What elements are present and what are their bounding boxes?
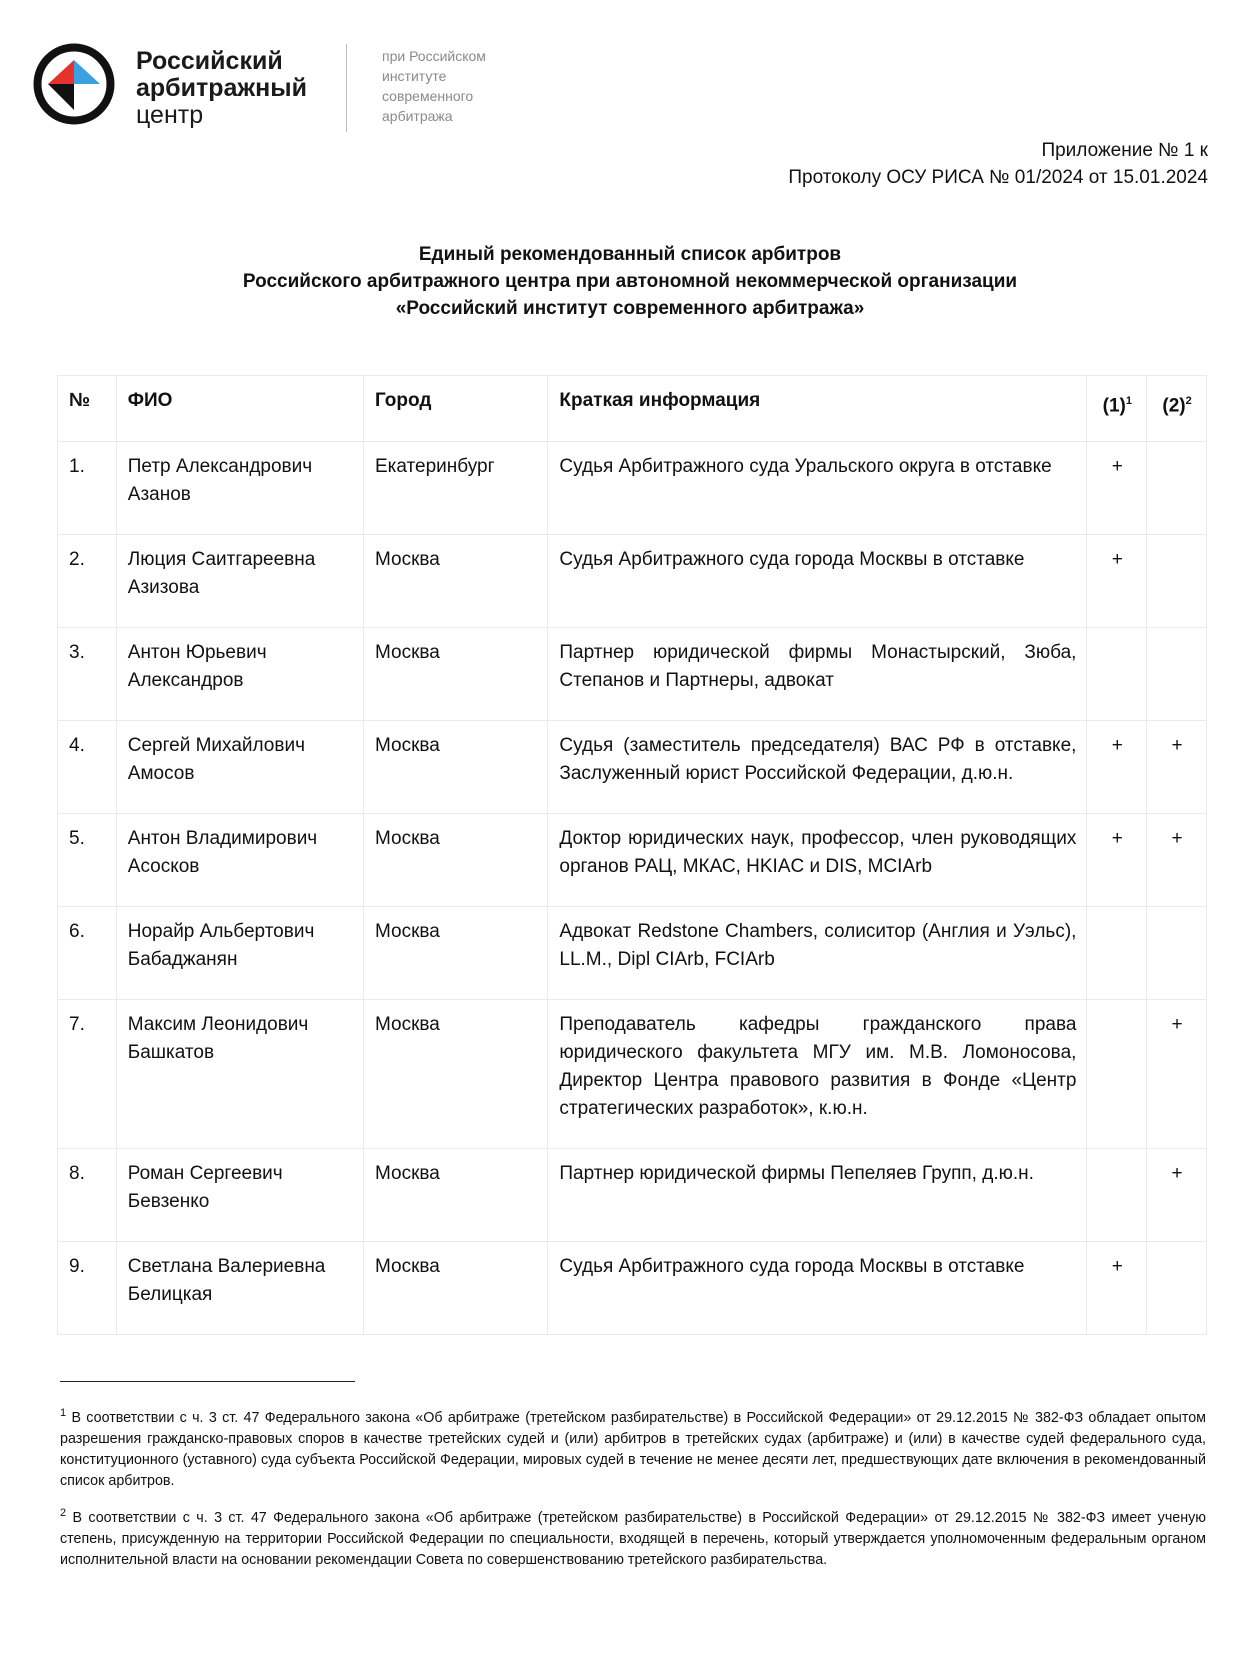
footnotes: [60, 1403, 1206, 1582]
document-title: Единый рекомендованный список арбитров Российского арбитражного центра при автономной некоммерческой организации «Российский институт современного арбитража»: [242, 244, 1018, 319]
arbitrator-name: Максим Леонидович Башкатов: [116, 1000, 363, 1149]
header-no: №: [58, 376, 117, 442]
criterion-2-mark: +: [1147, 721, 1207, 814]
logo: [32, 42, 552, 132]
arbitrator-city: Москва: [363, 1242, 547, 1335]
criterion-2-mark: [1147, 442, 1207, 535]
criterion-2-mark: [1147, 535, 1207, 628]
logo-subtitle: при Российском институте современного арбитража: [382, 48, 486, 124]
criterion-1-mark: +: [1087, 535, 1147, 628]
arbitrator-city: Москва: [363, 721, 547, 814]
criterion-1-mark: [1087, 1000, 1147, 1149]
arbitrator-info: Судья Арбитражного суда города Москвы в отставке: [548, 535, 1087, 628]
arbitrator-city: Москва: [363, 628, 547, 721]
row-number: 3.: [58, 628, 117, 721]
arbitrator-city: Москва: [363, 907, 547, 1000]
arbitrator-name: Роман Сергеевич Бевзенко: [116, 1149, 363, 1242]
arbitrator-info: Доктор юридических наук, профессор, член руководящих органов РАЦ, МКАС, HKIAC и DIS, MCIArb: [548, 814, 1087, 907]
arbitrator-name: Сергей Михайлович Амосов: [116, 721, 363, 814]
arbitrator-city: Екатеринбург: [363, 442, 547, 535]
header-info: Краткая информация: [548, 376, 1087, 442]
criterion-2-mark: +: [1147, 1149, 1207, 1242]
row-number: 6.: [58, 907, 117, 1000]
arbitrator-info: Партнер юридической фирмы Пепеляев Групп, д.ю.н.: [548, 1149, 1087, 1242]
criterion-1-mark: +: [1087, 442, 1147, 535]
criterion-2-mark: [1147, 628, 1207, 721]
table-row: [58, 1000, 1207, 1149]
arbitrator-city: Москва: [363, 1149, 547, 1242]
table-row: [58, 1149, 1207, 1242]
table-row: [58, 1242, 1207, 1335]
row-number: 8.: [58, 1149, 117, 1242]
arbitrator-info: Судья Арбитражного суда Уральского округа в отставке: [548, 442, 1087, 535]
footnote-1: $^1$ В соответствии с ч. 3 ст. 47 Федерального закона «Об арбитраже (третейском разбирательстве) в Российской Федерации» от 29.12.2015 № 382-ФЗ обладает опытом разрешения гражданско-правовых споров в качестве третейских судей и (или) арбитров в третейских судах (арбитраже) и (или) в качестве судей федерального суда, конституционного (уставного) суда субъекта Российской Федерации, мировых судей в течение не менее десяти лет, предшествующих дате включения в рекомендованный список арбитров.: [60, 1407, 1206, 1489]
row-number: 4.: [58, 721, 117, 814]
criterion-1-mark: [1087, 907, 1147, 1000]
arbitrator-info: Судья Арбитражного суда города Москвы в отставке: [548, 1242, 1087, 1335]
table-row: [58, 628, 1207, 721]
table-row: [58, 814, 1207, 907]
header-city: Город: [363, 376, 547, 442]
criterion-1-mark: +: [1087, 721, 1147, 814]
criterion-1-mark: [1087, 1149, 1147, 1242]
criterion-1-mark: +: [1087, 1242, 1147, 1335]
arbitrator-info: Преподаватель кафедры гражданского права юридического факультета МГУ им. М.В. Ломоносова, Директор Центра правового развития в Фонде «Центр стратегических разработок», к.ю.н.: [548, 1000, 1087, 1149]
criterion-2-mark: +: [1147, 814, 1207, 907]
appendix-line-2: Протоколу ОСУ РИСА № 01/2024 от 15.01.2024: [788, 167, 1208, 188]
arbitrator-city: Москва: [363, 1000, 547, 1149]
footnote-separator: [60, 1381, 355, 1382]
table-row: [58, 907, 1207, 1000]
table-row: [58, 535, 1207, 628]
arbitration-center-emblem-icon: [32, 42, 116, 126]
criterion-2-mark: +: [1147, 1000, 1207, 1149]
header-fio: ФИО: [116, 376, 363, 442]
criterion-1-mark: [1087, 628, 1147, 721]
arbitrator-name: Антон Юрьевич Александров: [116, 628, 363, 721]
arbitrator-name: Петр Александрович Азанов: [116, 442, 363, 535]
arbitrator-name: Люция Саитгареевна Азизова: [116, 535, 363, 628]
arbitrator-name: Антон Владимирович Асосков: [116, 814, 363, 907]
arbitrator-info: Судья (заместитель председателя) ВАС РФ в отставке, Заслуженный юрист Российской Федерации, д.ю.н.: [548, 721, 1087, 814]
table-header-row: [58, 376, 1207, 442]
row-number: 1.: [58, 442, 117, 535]
appendix-line-1: Приложение № 1 к: [1041, 140, 1208, 161]
appendix-reference: [788, 137, 1208, 191]
criterion-2-mark: [1147, 907, 1207, 1000]
header-criterion-2: $(2)^2$: [1147, 376, 1207, 442]
footnote-2: $^2$ В соответствии с ч. 3 ст. 47 Федерального закона «Об арбитраже (третейском разбирательстве) в Российской Федерации» от 29.12.2015 № 382-ФЗ имеет ученую степень, присужденную на территории Российской Федерации по специальности, входящей в перечень, который утверждается уполномоченным федеральным органом исполнительной власти на основании рекомендации Совета по совершенствованию третейского разбирательства.: [60, 1506, 1206, 1568]
row-number: 5.: [58, 814, 117, 907]
criterion-2-mark: [1147, 1242, 1207, 1335]
arbitrator-city: Москва: [363, 814, 547, 907]
arbitrator-name: Норайр Альбертович Бабаджанян: [116, 907, 363, 1000]
arbitrator-info: Адвокат Redstone Chambers, солиситор (Англия и Уэльс), LL.M., Dipl CIArb, FCIArb: [548, 907, 1087, 1000]
table-row: [58, 721, 1207, 814]
logo-divider: [346, 44, 347, 132]
criterion-1-mark: +: [1087, 814, 1147, 907]
header-criterion-1: $(1)^1$: [1087, 376, 1147, 442]
logo-name: Российский арбитражный центр: [136, 47, 307, 129]
row-number: 2.: [58, 535, 117, 628]
arbitrators-table: [57, 375, 1207, 1335]
table-row: [58, 442, 1207, 535]
arbitrator-name: Светлана Валериевна Белицкая: [116, 1242, 363, 1335]
row-number: 9.: [58, 1242, 117, 1335]
arbitrator-city: Москва: [363, 535, 547, 628]
row-number: 7.: [58, 1000, 117, 1149]
arbitrator-info: Партнер юридической фирмы Монастырский, Зюба, Степанов и Партнеры, адвокат: [548, 628, 1087, 721]
